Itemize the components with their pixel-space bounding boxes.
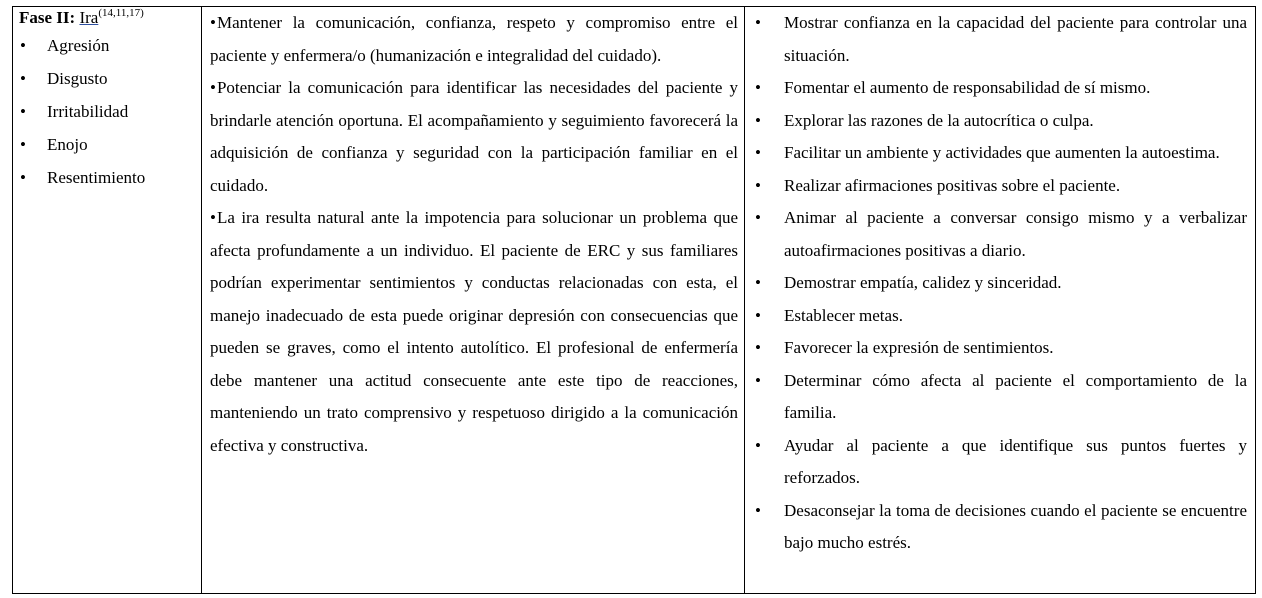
phase-references: (14,11,17) [98, 7, 144, 19]
phase-name: Ira [79, 8, 99, 27]
rationale-text: Mantener la comunicación, confianza, respeto y compromiso entre el paciente y enfermera/o (humanización e integralidad del cuidado). [210, 13, 738, 65]
bullet-icon: • [210, 13, 216, 32]
list-item: • Favorecer la expresión de sentimientos. [753, 332, 1247, 365]
list-item: • Demostrar empatía, calidez y sinceridad. [753, 267, 1247, 300]
list-item: • Irritabilidad [17, 95, 197, 128]
list-item: • Enojo [17, 128, 197, 161]
rationale-paragraph [210, 72, 738, 202]
emotion-list [17, 29, 197, 194]
phase-cell [13, 7, 202, 594]
list-item: • Resentimiento [17, 161, 197, 194]
rationale-paragraph [210, 202, 738, 462]
list-item: • Disgusto [17, 62, 197, 95]
rationale-paragraph [210, 7, 738, 72]
care-plan-table [12, 6, 1256, 594]
rationale-text: La ira resulta natural ante la impotencia para solucionar un problema que afecta profundamente a un individuo. El paciente de ERC y sus familiares podrían experimentar sentimientos y conductas relacionadas con esta, el manejo inadecuado de esta puede originar depresión con consecuencias que pueden se graves, como el intento autolítico. El profesional de enfermería debe mantener una actitud consecuente ante este tipo de reacciones, manteniendo un trato comprensivo y respetuoso dirigido a la comunicación efectiva y constructiva. [210, 208, 738, 455]
list-item: • Facilitar un ambiente y actividades que aumenten la autoestima. [753, 137, 1247, 170]
bullet-icon: • [210, 208, 216, 227]
rationale-text: Potenciar la comunicación para identificar las necesidades del paciente y brindarle atención oportuna. El acompañamiento y seguimiento favorecerá la adquisición de confianza y seguridad con la participación familiar en el cuidado. [210, 78, 738, 195]
intervention-list [753, 7, 1247, 560]
rationale-cell [202, 7, 745, 594]
list-item: • Establecer metas. [753, 300, 1247, 333]
list-item: • Determinar cómo afecta al paciente el comportamiento de la familia. [753, 365, 1247, 430]
phase-label: Fase II: [19, 8, 76, 27]
list-item: • Desaconsejar la toma de decisiones cuando el paciente se encuentre bajo mucho estrés. [753, 495, 1247, 560]
list-item: • Explorar las razones de la autocrítica o culpa. [753, 105, 1247, 138]
bullet-icon: • [210, 78, 216, 97]
list-item: • Agresión [17, 29, 197, 62]
list-item: • Ayudar al paciente a que identifique sus puntos fuertes y reforzados. [753, 430, 1247, 495]
list-item: • Realizar afirmaciones positivas sobre el paciente. [753, 170, 1247, 203]
interventions-cell [745, 7, 1256, 594]
list-item: • Mostrar confianza en la capacidad del paciente para controlar una situación. [753, 7, 1247, 72]
list-item: • Animar al paciente a conversar consigo mismo y a verbalizar autoafirmaciones positivas a diario. [753, 202, 1247, 267]
table-row [13, 7, 1256, 594]
phase-heading [13, 7, 201, 29]
list-item: • Fomentar el aumento de responsabilidad de sí mismo. [753, 72, 1247, 105]
